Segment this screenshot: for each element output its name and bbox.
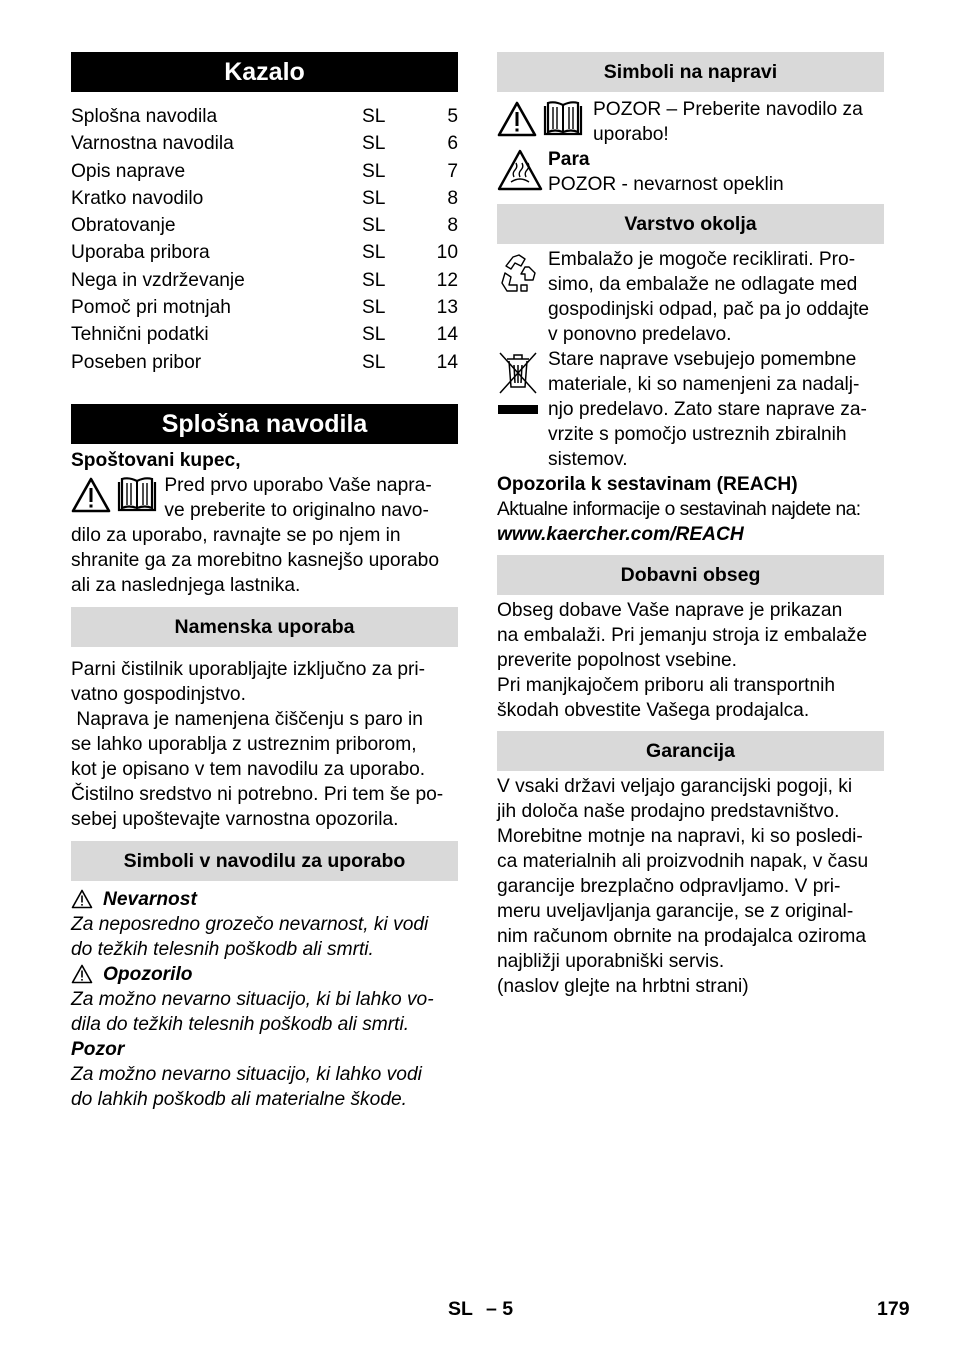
recycle-text [548, 247, 884, 347]
toc-row[interactable] [71, 294, 458, 321]
text-line: Parni čistilnik uporabljajte izključno za pri- [71, 658, 426, 680]
text-line: Obseg dobave Vaše naprave je prikazan [497, 600, 843, 621]
text-line: V vsaki državi veljajo garancijski pogoji, ki [497, 776, 853, 797]
text-line: Naprava je namenjena čiščenju s paro in [71, 708, 423, 730]
text-line: do lahkih poškodb ali materialne škode. [71, 1088, 407, 1110]
toc-row[interactable] [71, 158, 458, 185]
caution-label: Pozor [71, 1038, 125, 1060]
text-line: Za možno nevarno situacijo, ki lahko vodi [71, 1063, 422, 1085]
warning-triangle-icon [497, 101, 537, 137]
manual-symbols-heading: Simboli v navodilu za uporabo [71, 841, 458, 881]
text-line: najbližji uporabniški servis. [497, 951, 725, 972]
toc-entry-lang: SL [362, 106, 386, 127]
toc-entry-title: Uporaba pribora [71, 242, 210, 264]
toc-entry-title: Opis naprave [71, 160, 186, 182]
steam-icon-wrap [497, 147, 548, 198]
text-line: simo, da embalaže ne odlagate med [548, 274, 858, 295]
toc-entry-title: Nega in vzdrževanje [71, 269, 245, 291]
text-line: Pri manjkajočem priboru ali transportnih [497, 675, 836, 696]
text-line: Morebitne motnje na napravi, ki so posledi- [497, 826, 863, 847]
text-line: uporabo! [593, 124, 669, 145]
intro-block [71, 473, 458, 598]
text-line: jih določa naše prodajno predstavništvo. [497, 801, 840, 822]
toc-entry-title: Poseben pribor [71, 351, 202, 373]
toc-entry-page: 12 [436, 269, 458, 291]
toc-row[interactable] [71, 267, 458, 294]
toc-entry-lang: SL [362, 242, 386, 264]
toc-entry-page: 14 [436, 324, 458, 346]
text-line: sistemov. [548, 449, 628, 470]
toc-entry-title: Splošna navodila [71, 106, 218, 127]
footer-section-label [448, 1297, 513, 1322]
text-line: vrzite s pomočjo ustreznih zbiralnih [548, 424, 847, 445]
text-line: vatno gospodinjstvo. [71, 683, 246, 705]
text-line: garancije brezplačno odpravljamo. V pri- [497, 876, 841, 897]
steam-row [497, 147, 884, 198]
warning-triangle-icon [71, 964, 93, 984]
reach-heading: Opozorila k sestavinam (REACH) [497, 474, 798, 495]
intro-line: ve preberite to originalno navo- [164, 499, 429, 521]
toc-entry-lang: SL [362, 297, 386, 319]
toc-entry-lang: SL [362, 324, 386, 346]
text-line: POZOR – Preberite navodilo za [593, 99, 863, 120]
text-line: gospodinjski odpad, pač pa jo oddajte [548, 299, 870, 320]
toc-row[interactable] [71, 103, 458, 130]
toc-entry-title: Kratko navodilo [71, 187, 204, 209]
warning-triangle-icon [71, 477, 111, 513]
delivery-heading: Dobavni obseg [497, 555, 884, 595]
toc-row[interactable] [71, 185, 458, 212]
text-line: njo predelavo. Zato stare naprave za- [548, 399, 867, 420]
delivery-text [497, 598, 884, 723]
danger-label: Nevarnost [103, 888, 197, 910]
read-manual-row [497, 97, 884, 147]
toc-row[interactable] [71, 239, 458, 266]
general-heading: Splošna navodila [71, 404, 458, 444]
text-line: preverite popolnost vsebine. [497, 650, 737, 671]
text-line: Embalažo je mogoče reciklirati. Pro- [548, 249, 856, 270]
toc-row[interactable] [71, 212, 458, 239]
text-line: se lahko uporablja z ustreznim priborom, [71, 733, 417, 755]
toc-entry-lang: SL [362, 160, 386, 182]
text-line: na embalaži. Pri jemanju stroja iz embalaže [497, 625, 868, 646]
toc-row[interactable] [71, 321, 458, 348]
steam-text [548, 147, 884, 198]
text-line: materiale, ki so namenjeni za nadalj- [548, 374, 860, 395]
toc-entry-page: 13 [436, 297, 458, 319]
footer-section-page: – 5 [486, 1298, 514, 1320]
toc-entry-page: 8 [447, 187, 458, 209]
hot-steam-warning-icon [497, 149, 543, 191]
toc-row[interactable] [71, 349, 458, 376]
warning-label: Opozorilo [103, 963, 193, 985]
text-line: Stare naprave vsebujejo pomembne [548, 349, 857, 370]
danger-row [71, 887, 458, 912]
general-section [71, 448, 458, 598]
manual-symbols-text [71, 887, 458, 1112]
toc-entry-lang: SL [362, 269, 386, 291]
toc-entry-page: 10 [436, 242, 458, 264]
read-manual-icons [497, 97, 593, 147]
toc-entry-lang: SL [362, 215, 386, 237]
toc-row[interactable] [71, 130, 458, 157]
toc-heading: Kazalo [71, 52, 458, 92]
manual-book-icon [116, 477, 158, 513]
recycle-row [497, 247, 884, 347]
text-line: nim računom obrnite na prodajalca oziroma [497, 926, 867, 947]
toc-entry-title: Varnostna navodila [71, 133, 234, 155]
intro-line: dilo za uporabo, ravnajte se po njem in [71, 524, 401, 546]
text-line: Za neposredno grozečo nevarnost, ki vodi [71, 913, 429, 935]
steam-label: Para [548, 149, 590, 170]
device-symbols-heading: Simboli na napravi [497, 52, 884, 92]
text-line: ca materialnih ali proizvodnih napak, v času [497, 851, 869, 872]
footer-section: SL [448, 1298, 473, 1320]
greeting: Spoštovani kupec, [71, 449, 241, 471]
text-line: Čistilno sredstvo ni potrebno. Pri tem še po- [71, 783, 444, 805]
toc-entry-page: 14 [436, 351, 458, 373]
toc-entry-title: Obratovanje [71, 215, 176, 237]
read-manual-icons [71, 477, 158, 513]
intro-line: Pred prvo uporabo Vaše napra- [164, 474, 432, 496]
toc-entry-lang: SL [362, 187, 386, 209]
text-line: meru uveljavljanja garancije, se z original- [497, 901, 854, 922]
warning-triangle-icon [71, 889, 93, 909]
footer-page-number: 179 [877, 1298, 910, 1320]
warning-row [71, 962, 458, 987]
intro-line: ali za naslednjega lastnika. [71, 574, 301, 596]
toc-entry-title: Tehnični podatki [71, 324, 209, 346]
weee-icon-wrap [497, 347, 548, 472]
crossed-bin-icon [497, 349, 539, 415]
recycle-icon-wrap [497, 247, 548, 347]
intended-use-text [71, 657, 458, 832]
disposal-row [497, 347, 884, 472]
disposal-text [548, 347, 884, 472]
text-line: kot je opisano v tem navodilu za uporabo. [71, 758, 426, 780]
text-line: Za možno nevarno situacijo, ki bi lahko vo- [71, 988, 434, 1010]
intro-line: shranite ga za morebitno kasnejšo uporabo [71, 549, 439, 571]
text-line: dila do težkih telesnih poškodb ali smrti. [71, 1013, 410, 1035]
text-line: POZOR - nevarnost opeklin [548, 174, 784, 195]
environment-heading: Varstvo okolja [497, 204, 884, 244]
toc-entry-page: 6 [447, 133, 458, 155]
manual-book-icon [542, 101, 584, 137]
text-line: do težkih telesnih poškodb ali smrti. [71, 938, 374, 960]
text-line: v ponovno predelavo. [548, 324, 732, 345]
reach-text: Aktualne informacije o sestavinah najdete na: [497, 499, 861, 520]
text-line: škodah obvestite Vašega prodajalca. [497, 700, 810, 721]
reach-link[interactable]: www.kaercher.com/REACH [497, 524, 744, 545]
intended-use-heading: Namenska uporaba [71, 607, 458, 647]
toc-entry-page: 5 [447, 106, 458, 127]
right-column [497, 52, 884, 999]
text-line: sebej upoštevajte varnostna opozorila. [71, 808, 399, 830]
toc-entry-page: 8 [447, 215, 458, 237]
text-line: (naslov glejte na hrbtni strani) [497, 976, 749, 997]
warranty-text [497, 774, 884, 999]
left-column [71, 52, 458, 1112]
toc-entry-lang: SL [362, 133, 386, 155]
warranty-heading: Garancija [497, 731, 884, 771]
toc-entry-page: 7 [447, 160, 458, 182]
read-manual-text [593, 97, 884, 147]
toc-entry-lang: SL [362, 351, 386, 373]
recycle-icon [497, 253, 541, 295]
table-of-contents [71, 103, 458, 376]
toc-entry-title: Pomoč pri motnjah [71, 297, 231, 319]
